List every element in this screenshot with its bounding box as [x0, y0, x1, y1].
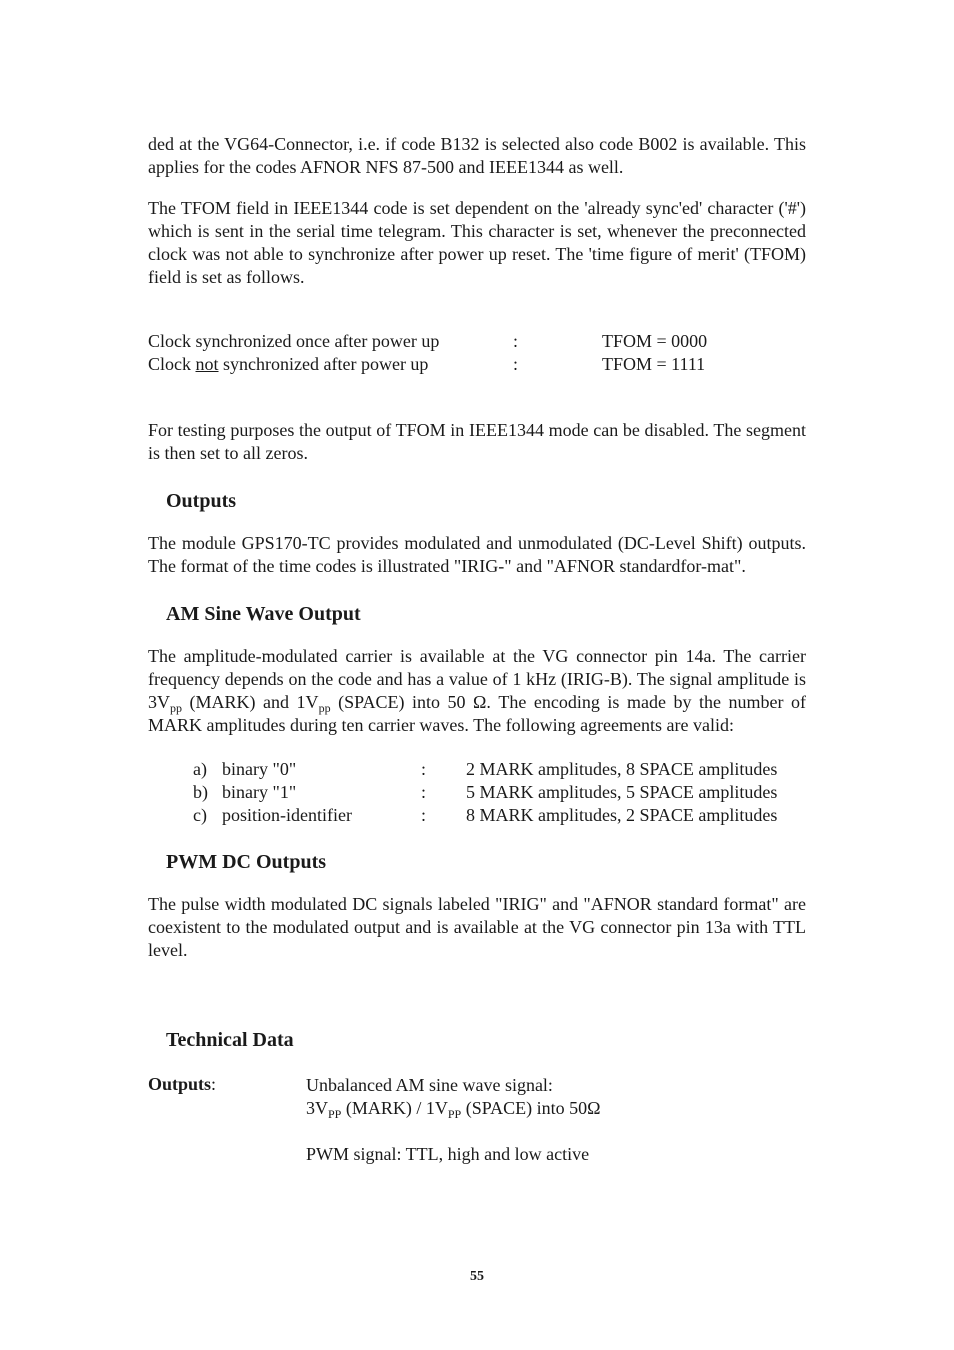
am-encoding-list — [193, 758, 806, 827]
tfom-row-synchronized — [148, 330, 806, 353]
heading-technical-data: Technical Data — [166, 1029, 294, 1051]
technical-data-values — [306, 1074, 600, 1166]
paragraph-tfom-testing: For testing purposes the output of TFOM in IEEE1344 mode can be disabled. The segment is then set to all zeros. — [148, 420, 806, 463]
tfom-label: Clock synchronized once after power up — [148, 331, 440, 351]
heading-outputs: Outputs — [166, 490, 237, 512]
pwm-signal-line: PWM signal: TTL, high and low active — [306, 1144, 590, 1164]
underlined-not: not — [195, 354, 219, 374]
tfom-table — [148, 330, 806, 376]
page-body — [148, 133, 806, 1166]
paragraph-continuation: ded at the VG64-Connector, i.e. if code B132 is selected also code B002 is available. This applies for the codes AFNOR NFS 87-500 and IEEE1344 as well. — [148, 134, 806, 177]
technical-data-outputs — [148, 1074, 806, 1166]
tfom-row-not-synchronized — [148, 353, 806, 376]
technical-data-label: Outputs: — [148, 1074, 217, 1094]
list-item: c) position-identifier : 8 MARK amplitudes, 2 SPACE amplitudes — [193, 805, 778, 825]
tfom-separator: : — [513, 331, 519, 351]
heading-am-sine-wave-output: AM Sine Wave Output — [166, 603, 361, 625]
paragraph-pwm: The pulse width modulated DC signals labeled "IRIG" and "AFNOR standard format" are coexistent to the modulated output and is available at the VG connector pin 13a with TTL level. — [148, 894, 806, 960]
paragraph-am-description: The amplitude-modulated carrier is available at the VG connector pin 14a. The carrier frequency depends on the code and has a value of 1 kHz (IRIG-B). The signal amplitude is $3V_{pp}$ (MARK) and $1V_{pp}$ (SPACE) into 50 Ω. The encoding is made by the number of MARK amplitudes during ten carrier waves. The following agreements are valid: — [148, 646, 806, 735]
am-signal-line: Unbalanced AM sine wave signal: — [306, 1075, 553, 1095]
tfom-label: Clock not synchronized after power up — [148, 354, 429, 374]
paragraph-tfom-intro: The TFOM field in IEEE1344 code is set dependent on the 'already sync'ed' character ('#') which is sent in the serial time telegram. This character is set, whenever the preconnected clock was not able to synchronize after power up reset. The 'time figure of merit' (TFOM) field is set as follows. — [148, 198, 806, 287]
am-signal-levels: $3V_{PP}$ (MARK) / $1V_{PP}$ (SPACE) into 50Ω — [306, 1098, 601, 1121]
paragraph-outputs: The module GPS170-TC provides modulated and unmodulated (DC-Level Shift) outputs. The format of the time codes is illustrated "IRIG-" and "AFNOR standardfor-mat". — [148, 533, 806, 576]
heading-pwm-dc-outputs: PWM DC Outputs — [166, 851, 327, 873]
tfom-separator: : — [513, 354, 519, 374]
tfom-value: TFOM = 0000 — [602, 331, 708, 351]
list-item: a) binary "0" : 2 MARK amplitudes, 8 SPACE amplitudes — [193, 759, 778, 779]
list-item: b) binary "1" : 5 MARK amplitudes, 5 SPACE amplitudes — [193, 782, 778, 802]
tfom-value: TFOM = 1111 — [602, 354, 706, 374]
page-number: 55 — [470, 1269, 484, 1284]
